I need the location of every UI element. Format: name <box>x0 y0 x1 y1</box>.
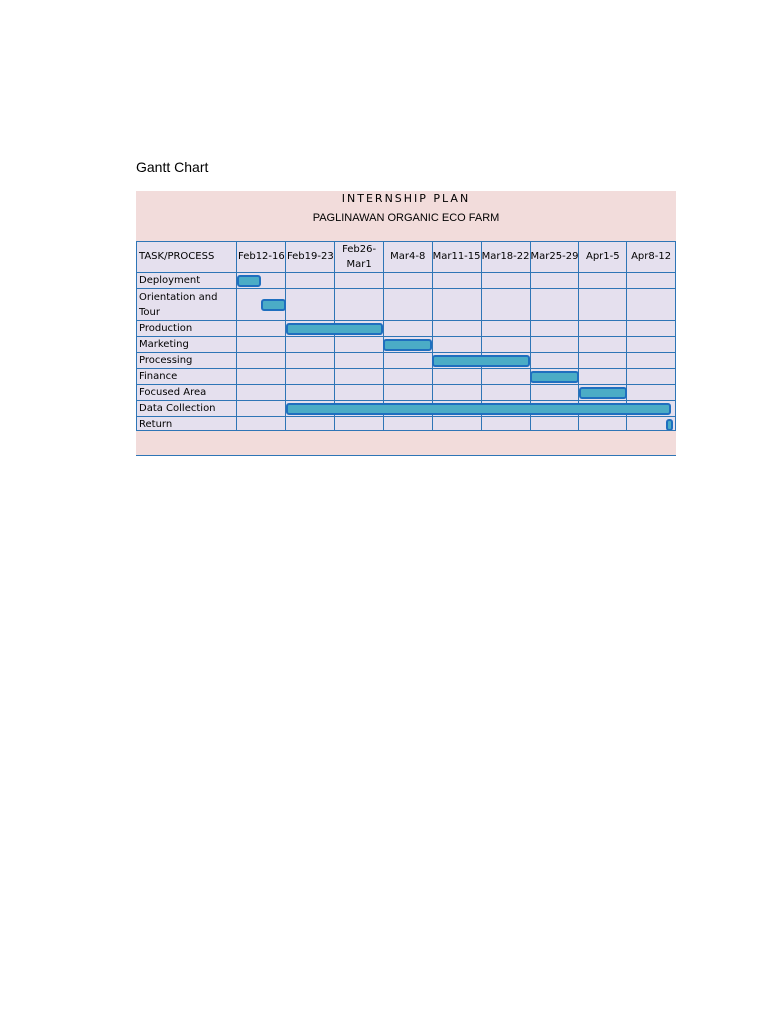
task-rows <box>137 273 676 433</box>
task-name: Data Collection <box>137 401 237 417</box>
grid-cell <box>481 337 530 353</box>
grid-cell <box>286 353 335 369</box>
grid-cell <box>237 289 286 321</box>
task-name: Processing <box>137 353 237 369</box>
grid-cell <box>530 321 579 337</box>
grid-cell <box>335 321 384 337</box>
grid-cell <box>481 353 530 369</box>
task-name: Return <box>137 417 237 433</box>
gantt-footer-band <box>136 430 676 456</box>
grid-cell <box>432 273 481 289</box>
grid-cell <box>530 353 579 369</box>
grid-cell <box>432 385 481 401</box>
grid-cell <box>530 369 579 385</box>
grid-cell <box>335 369 384 385</box>
grid-cell <box>579 321 627 337</box>
grid-cell <box>530 385 579 401</box>
grid-cell <box>481 289 530 321</box>
grid-cell <box>627 369 676 385</box>
grid-cell <box>627 273 676 289</box>
grid-cell <box>627 321 676 337</box>
grid-cell <box>579 337 627 353</box>
period-header: Apr1-5 <box>579 242 627 273</box>
task-column-header: TASK/PROCESS <box>137 242 237 273</box>
grid-cell <box>383 385 432 401</box>
grid-cell <box>627 289 676 321</box>
grid-cell <box>627 385 676 401</box>
grid-cell <box>530 273 579 289</box>
grid-cell <box>627 401 676 417</box>
grid-cell <box>432 401 481 417</box>
grid-cell <box>579 273 627 289</box>
task-row <box>137 337 676 353</box>
grid-cell <box>335 289 384 321</box>
task-row <box>137 385 676 401</box>
grid-cell <box>481 321 530 337</box>
grid-cell <box>237 321 286 337</box>
grid-cell <box>286 273 335 289</box>
task-name: Orientation and Tour <box>137 289 237 321</box>
grid-cell <box>286 385 335 401</box>
grid-cell <box>579 289 627 321</box>
grid-cell <box>383 369 432 385</box>
task-row <box>137 321 676 337</box>
header-row <box>137 242 676 273</box>
grid-cell <box>286 401 335 417</box>
gantt-header-band <box>136 191 676 241</box>
grid-cell <box>579 385 627 401</box>
document-heading: Gantt Chart <box>136 159 209 175</box>
gantt-chart <box>136 191 676 456</box>
task-row <box>137 401 676 417</box>
grid-cell <box>432 321 481 337</box>
grid-cell <box>383 401 432 417</box>
grid-cell <box>383 289 432 321</box>
grid-cell <box>335 385 384 401</box>
grid-cell <box>335 401 384 417</box>
grid-cell <box>335 337 384 353</box>
grid-cell <box>579 353 627 369</box>
grid-cell <box>383 321 432 337</box>
grid-cell <box>530 289 579 321</box>
period-header: Feb12-16 <box>237 242 286 273</box>
task-row <box>137 289 676 321</box>
grid-cell <box>335 353 384 369</box>
grid-cell <box>237 385 286 401</box>
grid-cell <box>432 289 481 321</box>
task-name: Production <box>137 321 237 337</box>
grid-cell <box>481 401 530 417</box>
period-header: Feb26-Mar1 <box>335 242 384 273</box>
grid-cell <box>432 369 481 385</box>
grid-cell <box>530 401 579 417</box>
task-row <box>137 273 676 289</box>
grid-cell <box>383 353 432 369</box>
task-name: Deployment <box>137 273 237 289</box>
grid-cell <box>530 337 579 353</box>
grid-cell <box>432 337 481 353</box>
grid-cell <box>481 385 530 401</box>
grid-cell <box>579 369 627 385</box>
grid-cell <box>286 337 335 353</box>
grid-cell <box>335 273 384 289</box>
period-header: Apr8-12 <box>627 242 676 273</box>
grid-cell <box>627 337 676 353</box>
grid-cell <box>286 369 335 385</box>
grid-cell <box>627 353 676 369</box>
grid-cell <box>481 369 530 385</box>
task-name: Focused Area <box>137 385 237 401</box>
grid-cell <box>432 353 481 369</box>
plan-title: INTERNSHIP PLAN <box>341 192 471 205</box>
grid-cell <box>237 273 286 289</box>
grid-cell <box>383 273 432 289</box>
task-row <box>137 369 676 385</box>
grid-cell <box>579 401 627 417</box>
grid-cell <box>286 289 335 321</box>
grid-cell <box>481 273 530 289</box>
period-header: Feb19-23 <box>286 242 335 273</box>
task-row <box>137 353 676 369</box>
grid-cell <box>286 321 335 337</box>
period-header: Mar18-22 <box>481 242 530 273</box>
gantt-grid <box>136 241 676 433</box>
period-header: Mar25-29 <box>530 242 579 273</box>
grid-cell <box>237 369 286 385</box>
grid-cell <box>237 353 286 369</box>
period-header: Mar4-8 <box>383 242 432 273</box>
task-name: Finance <box>137 369 237 385</box>
plan-subtitle: PAGLINAWAN ORGANIC ECO FARM <box>312 212 500 224</box>
task-name: Marketing <box>137 337 237 353</box>
grid-cell <box>237 401 286 417</box>
period-header: Mar11-15 <box>432 242 481 273</box>
grid-cell <box>383 337 432 353</box>
grid-cell <box>237 337 286 353</box>
